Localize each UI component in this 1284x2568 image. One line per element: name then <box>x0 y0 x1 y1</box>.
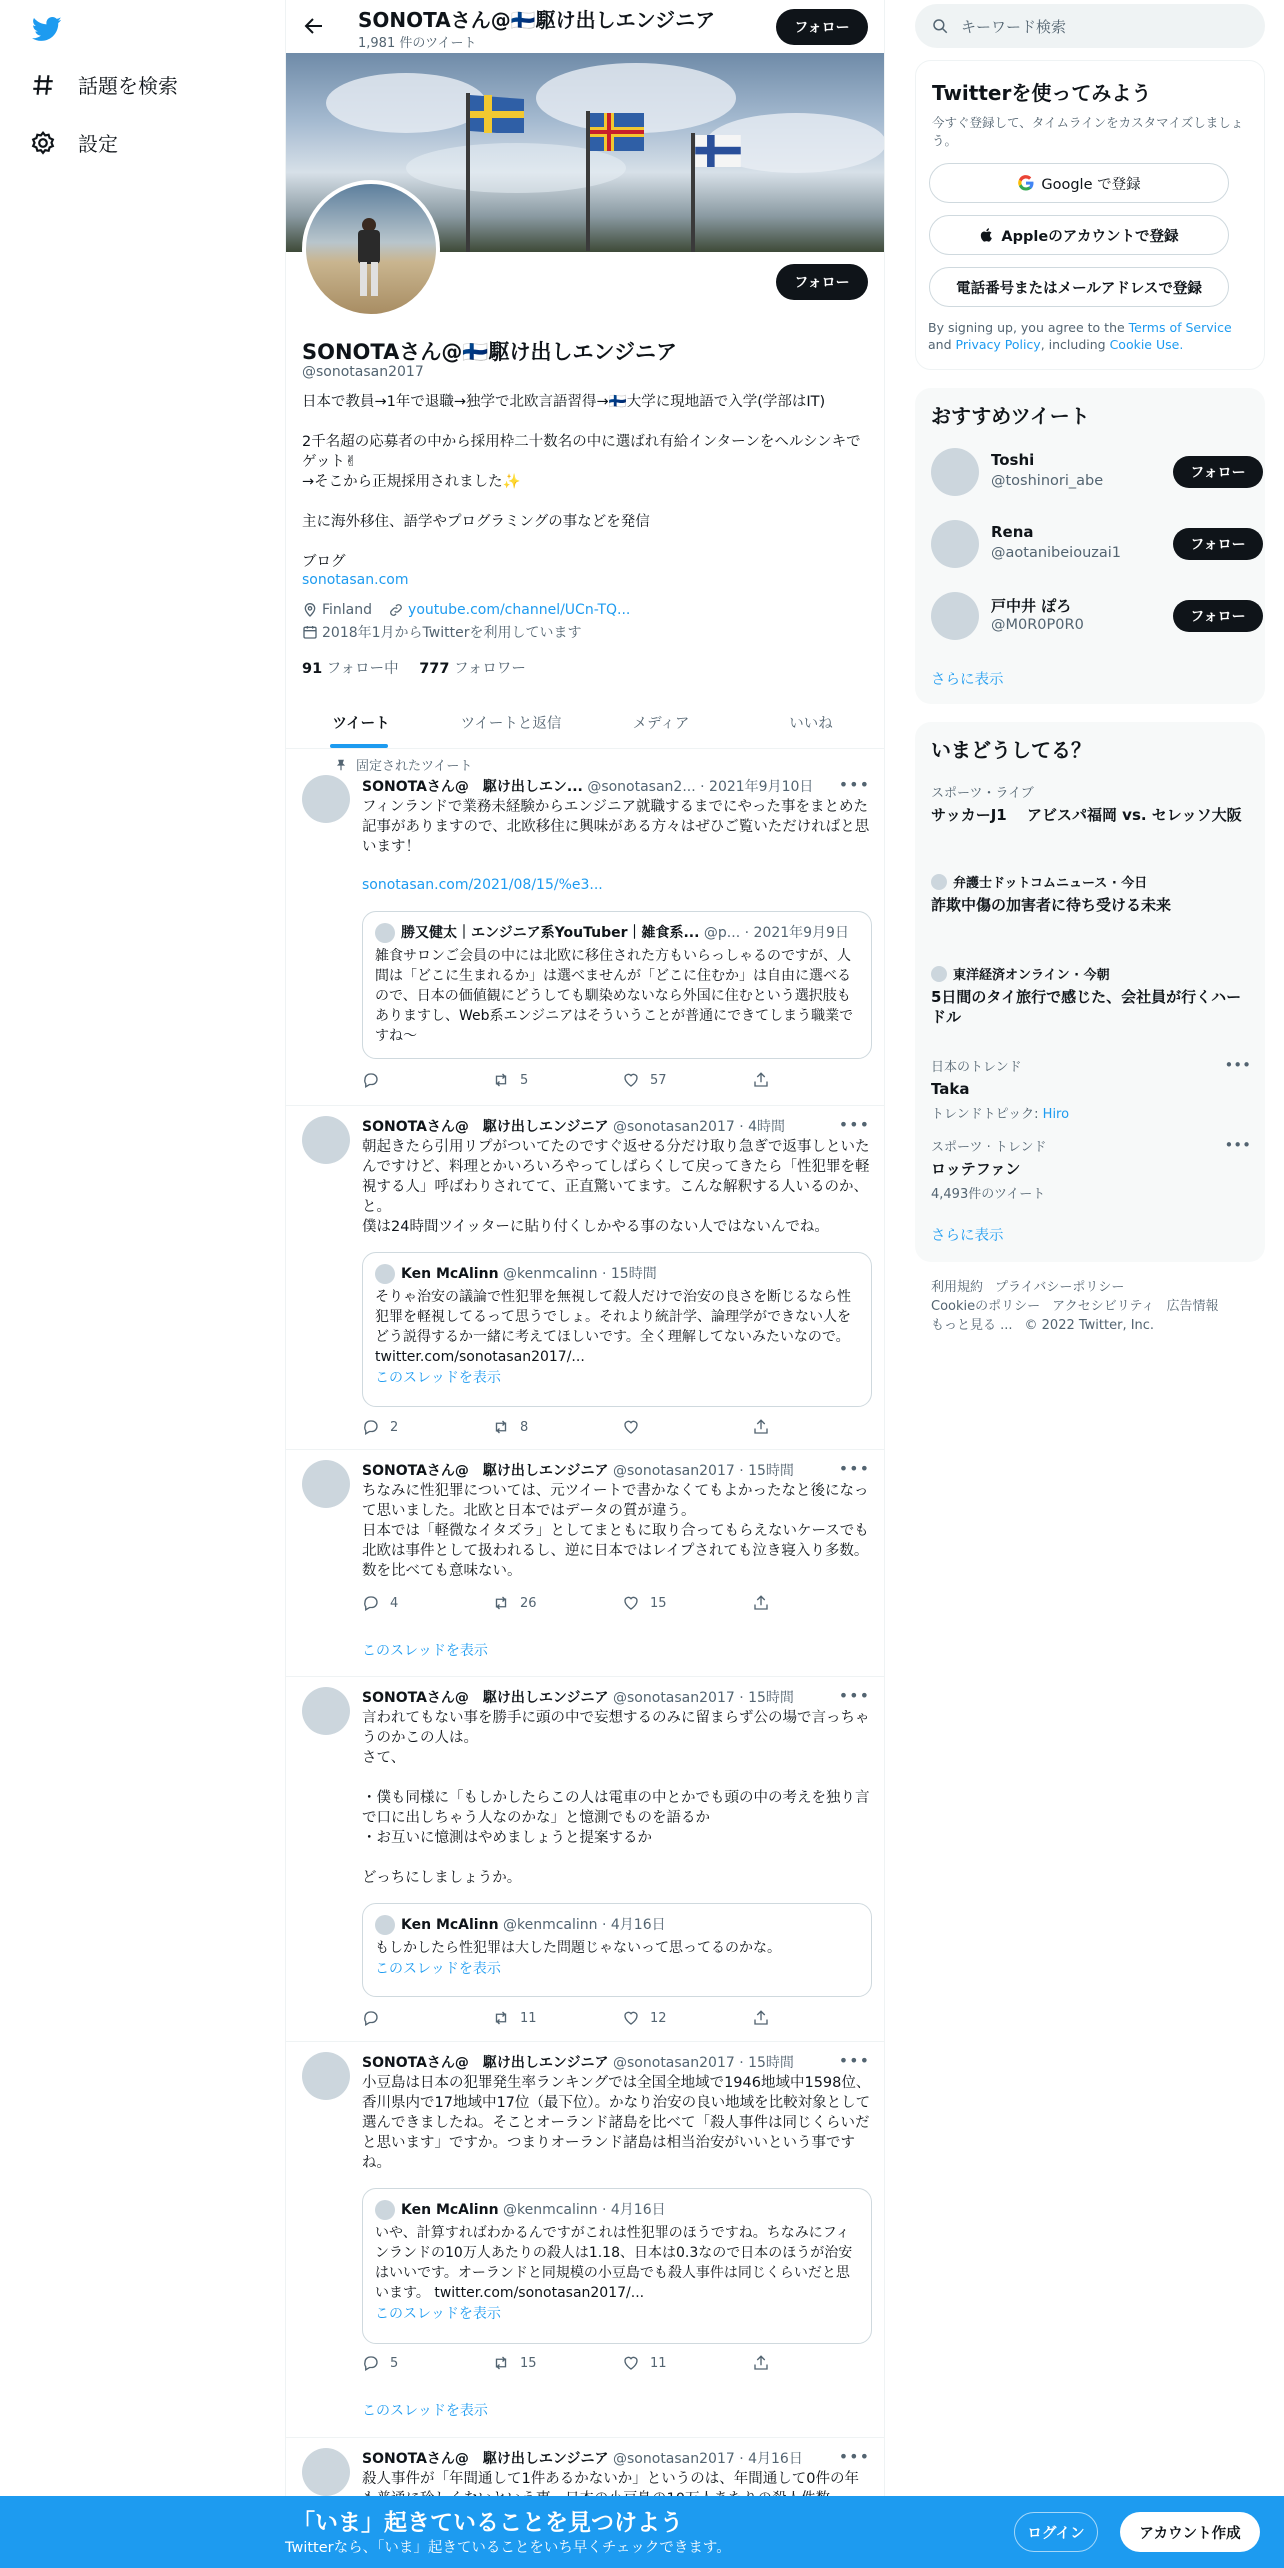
quote-time: · 2021年9月9日 <box>744 925 849 941</box>
recommended-user[interactable] <box>931 442 1251 502</box>
show-thread-link[interactable]: このスレッドを表示 <box>375 1961 501 1977</box>
tweet-avatar[interactable] <box>302 1460 350 1508</box>
recommended-user-name: Toshi <box>991 451 1035 469</box>
signup-terms: By signing up, you agree to the Terms of Service and Privacy Policy, including Cookie Use. <box>928 320 1232 352</box>
tweet-3[interactable] <box>286 1450 885 1677</box>
tweet-handle[interactable]: @sonotasan2017 <box>613 2451 735 2467</box>
heart-icon[interactable] <box>622 1418 640 1436</box>
share-icon[interactable] <box>752 2009 770 2027</box>
nav-explore-label: 話題を検索 <box>78 74 178 98</box>
pinned-indicator: 固定されたツイート <box>334 755 472 774</box>
google-logo-icon <box>1017 174 1035 192</box>
show-more-link[interactable]: さらに表示 <box>931 1228 1004 1244</box>
tweet-author[interactable]: SONOTAさん@ 駆け出しエン... <box>362 779 583 795</box>
profile-avatar[interactable] <box>302 180 440 318</box>
more-options-icon[interactable]: ••• <box>1224 1056 1251 1074</box>
retweet-icon[interactable] <box>492 1594 510 1612</box>
tweet-time[interactable]: · 4月16日 <box>739 2451 803 2467</box>
recommended-user-handle: @M0R0P0R0 <box>991 617 1084 633</box>
show-thread-link[interactable]: このスレッドを表示 <box>362 1643 488 1659</box>
recommended-user[interactable] <box>931 586 1251 646</box>
profile-joined: 2018年1月からTwitterを利用しています <box>322 625 582 641</box>
footer-link[interactable]: アクセシビリティ <box>1052 1299 1155 1314</box>
tweet-handle[interactable]: @sonotasan2017 <box>613 1463 735 1479</box>
recommended-title: おすすめツイート <box>931 404 1090 428</box>
header-title: SONOTAさん@🇫🇮駆け出しエンジニア <box>358 8 716 32</box>
quote-avatar <box>375 1264 395 1284</box>
trend-title: Taka <box>931 1080 970 1098</box>
tweet-handle[interactable]: @sonotasan2017 <box>613 1690 735 1706</box>
show-more-link[interactable]: さらに表示 <box>931 672 1004 688</box>
cookie-link[interactable]: Cookie Use. <box>1109 337 1184 352</box>
trend-item[interactable] <box>931 1136 1251 1202</box>
left-navigation <box>0 0 285 200</box>
show-thread-link[interactable]: このスレッドを表示 <box>375 2306 501 2322</box>
avatar <box>931 966 947 982</box>
back-arrow-icon[interactable] <box>302 14 326 38</box>
footer-link[interactable]: 広告情報 <box>1166 1299 1219 1314</box>
share-icon[interactable] <box>752 2354 770 2372</box>
quote-avatar <box>375 2200 395 2220</box>
quote-handle: @kenmcalinn <box>503 1266 598 1282</box>
trend-topic-link[interactable]: Hiro <box>1042 1107 1070 1122</box>
bottom-bar-subtitle: Twitterなら、「いま」起きていることをいち早くチェックできます。 <box>285 2540 731 2556</box>
profile-tabs <box>286 696 885 749</box>
bottom-signup-bar <box>0 2496 1284 2568</box>
twitter-logo-icon[interactable] <box>30 14 64 44</box>
heart-icon[interactable] <box>622 1594 640 1612</box>
quote-tweet[interactable] <box>362 1903 872 1997</box>
signup-card <box>915 60 1265 370</box>
quote-text: そりゃ治安の議論で性犯罪を無視して殺人だけで治安の良さを断じるなら性犯罪を軽視してるって思うでしょ。それより統計学、論理学ができない人をどう説得するか一緒に考えてほしいです。全く理解してないみたいなので。 twitter.com/sonotasan2017/... <box>375 1289 855 1365</box>
tweet-avatar[interactable] <box>302 2448 350 2496</box>
hashtag-icon <box>30 72 56 98</box>
more-options-icon[interactable]: ••• <box>838 1686 870 1705</box>
trend-category: 東洋経済オンライン · 今朝 <box>953 968 1110 983</box>
quote-text: いや、計算すればわかるんですがこれは性犯罪のほうですね。ちなみにフィンランドの10万人あたりの殺人は1.18、日本は0.3なので日本のほうが治安はいいです。オーランドと同規模の小豆島でも殺人事件は同じくらいだと思います。 twitter.com/sonotasan2017/... <box>375 2225 853 2301</box>
more-options-icon[interactable]: ••• <box>838 2447 870 2466</box>
reply-icon[interactable] <box>362 1594 380 1612</box>
avatar[interactable] <box>931 520 979 568</box>
right-sidebar <box>915 0 1265 1360</box>
quote-time: · 15時間 <box>602 1266 657 1282</box>
nav-settings-label: 設定 <box>78 132 118 156</box>
tweet-time[interactable]: · 15時間 <box>739 1463 794 1479</box>
tweet-text: 殺人事件が「年間通して1件あるかないか」というのは、年間通して0件の年 <box>362 2471 859 2487</box>
tab-media[interactable]: メディア <box>632 715 690 732</box>
header-follow-button[interactable]: フォロー <box>776 9 868 45</box>
profile-joined-row <box>302 622 581 642</box>
share-icon[interactable] <box>752 1418 770 1436</box>
trend-count: 4,493件のツイート <box>931 1187 1046 1202</box>
show-thread-link[interactable]: このスレッドを表示 <box>362 2403 488 2419</box>
tweet-2[interactable] <box>286 1106 885 1450</box>
footer-links <box>931 1278 1251 1335</box>
finland-flag-icon <box>695 135 741 167</box>
tweet-actions: 4 26 15 <box>362 1594 802 1614</box>
tweet-5[interactable] <box>286 2042 885 2438</box>
reply-icon[interactable] <box>362 2354 380 2372</box>
quote-handle: @kenmcalinn <box>503 1917 598 1933</box>
trend-title: 詐欺中傷の加害者に待ち受ける未来 <box>931 896 1172 914</box>
trends-card <box>915 722 1265 1262</box>
login-button[interactable]: ログイン <box>1014 2512 1098 2552</box>
heart-icon[interactable] <box>622 2354 640 2372</box>
more-options-icon[interactable]: ••• <box>838 775 870 794</box>
google-signup-button[interactable]: Google で登録 <box>929 163 1229 203</box>
tweet-handle[interactable]: @sonotasan2017 <box>613 1119 735 1135</box>
quote-handle: @p... <box>703 925 741 941</box>
nav-settings[interactable] <box>30 128 118 157</box>
tweet-actions: 2 8 <box>362 1418 802 1438</box>
profile-blog-link[interactable]: sonotasan.com <box>302 572 409 588</box>
trend-title: ロッテファン <box>931 1160 1021 1178</box>
more-options-icon[interactable]: ••• <box>838 2051 870 2070</box>
recommended-user-name: Rena <box>991 523 1034 541</box>
quote-text: 雑食サロンご会員の中には北欧に移住された方もいらっしゃるのですが、人間は「どこに生まれるか」は選べませんが「どこに住むか」は自由に選べるので、日本の価値観にどうしても馴染めないなら外国に住むという選択肢もありますし、Web系エンジニアはそういうことが普通にできてしまう職業ですね〜 <box>375 948 854 1044</box>
quote-author: Ken McAlinn <box>401 2202 499 2218</box>
phone-email-signup-button[interactable]: 電話番号またはメールアドレスで登録 <box>929 267 1229 307</box>
retweet-icon[interactable] <box>492 2354 510 2372</box>
tweet-text: フィンランドで業務未経験からエンジニア就職するまでにやった事をまとめた記事がありますので、北欧移住に興味がある方々はぜひご覧いただければと思います！ <box>362 799 870 855</box>
search-input[interactable]: キーワード検索 <box>961 17 1067 36</box>
reply-icon[interactable] <box>362 1418 380 1436</box>
retweet-icon[interactable] <box>492 2009 510 2027</box>
profile-bio: 日本で教員→1年で退職→独学で北欧言語習得→🇫🇮大学に現地語で入学(学部はIT) 2千名超の応募者の中から採用枠二十数名の中に選ばれ有給インターンをヘルシンキでゲット✌ →そこから正規採用されました✨ 主に海外移住、語学やプログラミングの事などを発信 ブログ <box>302 394 861 570</box>
trend-title: サッカーJ1 アビスパ福岡 vs. セレッソ大阪 <box>931 806 1242 824</box>
retweet-icon[interactable] <box>492 1071 510 1089</box>
tweet-author[interactable]: SONOTAさん@ 駆け出しエンジニア <box>362 1119 609 1135</box>
recommended-user-handle: @aotanibeiouzai1 <box>991 545 1122 561</box>
tweet-time[interactable]: · 15時間 <box>739 2055 794 2071</box>
tweet-avatar[interactable] <box>302 2052 350 2100</box>
tweet-author[interactable]: SONOTAさん@ 駆け出しエンジニア <box>362 2055 609 2071</box>
heart-icon[interactable] <box>622 2009 640 2027</box>
search-bar[interactable] <box>915 4 1265 48</box>
follow-button[interactable]: フォロー <box>1173 456 1263 488</box>
trend-item[interactable]: 日本のトレンド Taka トレンドトピック: Hiro ••• <box>931 1056 1251 1122</box>
privacy-link[interactable]: Privacy Policy <box>955 337 1041 352</box>
trend-category: スポーツ・ライブ <box>931 786 1034 801</box>
reply-icon[interactable] <box>362 2009 380 2027</box>
quote-author: 勝又健太｜エンジニア系YouTuber｜雑食系... <box>401 925 700 941</box>
follow-button[interactable]: フォロー <box>1173 600 1263 632</box>
retweet-icon[interactable] <box>492 1418 510 1436</box>
quote-author: Ken McAlinn <box>401 1266 499 1282</box>
terms-link[interactable]: Terms of Service <box>1128 320 1232 335</box>
nav-explore[interactable] <box>30 70 178 99</box>
location-icon <box>302 602 318 618</box>
quote-time: · 4月16日 <box>602 2202 666 2218</box>
quote-tweet[interactable] <box>362 911 872 1059</box>
tweet-author[interactable]: SONOTAさん@ 駆け出しエンジニア <box>362 1463 609 1479</box>
more-options-icon[interactable]: ••• <box>1224 1136 1251 1154</box>
tweet-author[interactable]: SONOTAさん@ 駆け出しエンジニア <box>362 2451 609 2467</box>
trend-item[interactable] <box>931 872 1251 915</box>
tweet-avatar[interactable] <box>302 1116 350 1164</box>
footer-link[interactable]: プライバシーポリシー <box>995 1280 1125 1295</box>
share-icon[interactable] <box>752 1071 770 1089</box>
pin-icon <box>334 758 348 772</box>
tweet-handle[interactable]: @sonotasan2... <box>587 779 696 795</box>
profile-location: Finland <box>322 602 373 618</box>
signup-button[interactable]: アカウント作成 <box>1120 2512 1260 2552</box>
signup-subtitle: 今すぐ登録して、タイムラインをカスタマイズしましょう。 <box>932 115 1244 148</box>
tweet-link[interactable]: sonotasan.com/2021/08/15/%e3... <box>362 877 603 893</box>
tab-likes[interactable]: いいね <box>789 715 833 732</box>
reply-icon[interactable] <box>362 1071 380 1089</box>
quote-avatar <box>375 923 395 943</box>
followers-link[interactable]: 777 フォロワー <box>419 661 526 677</box>
following-link[interactable]: 91 フォロー中 <box>302 661 399 677</box>
tweet-actions: 5 15 11 <box>362 2354 802 2374</box>
tweet-4[interactable] <box>286 1677 885 2042</box>
recommended-user-name: 戸中井 ぽろ <box>991 597 1072 615</box>
recommended-user[interactable] <box>931 514 1251 574</box>
quote-handle: @kenmcalinn <box>503 2202 598 2218</box>
share-icon[interactable] <box>752 1594 770 1612</box>
more-options-icon[interactable]: ••• <box>838 1459 870 1478</box>
follow-button[interactable]: フォロー <box>1173 528 1263 560</box>
tweet-text: ちなみに性犯罪については、元ツイートで書かなくてもよかったなと後になって思いました。北欧と日本ではデータの質が違う。 日本では「軽微なイタズラ」としてまともに取り合ってもらえないケースでも北欧は事件として扱われるし、逆に日本ではレイプされても泣き寝入り多数。数を比べても意味ない。 <box>362 1483 869 1579</box>
tab-tweets-replies[interactable]: ツイートと返信 <box>460 715 562 732</box>
gear-icon <box>30 130 56 156</box>
quote-text: もしかしたら性犯罪は大した問題じゃないって思ってるのかな。 <box>375 1940 781 1956</box>
link-icon <box>388 602 404 618</box>
trend-item[interactable] <box>931 782 1251 825</box>
tweet-time[interactable]: · 4時間 <box>739 1119 786 1135</box>
footer-link[interactable]: もっと見る ... <box>931 1318 1013 1333</box>
search-icon <box>931 17 949 35</box>
trend-item[interactable] <box>931 964 1251 1027</box>
calendar-icon <box>302 624 318 640</box>
apple-logo-icon <box>979 227 995 243</box>
tweet-text: 小豆島は日本の犯罪発生率ランキングでは全国全地域で1946地域中1598位、香川県内で17地域中17位（最下位）。かなり治安の良い地域を比較対象として選んできましたね。そことオーランド諸島を比べて「殺人事件は同じくらいだと思います」ですか。つまりオーランド諸島は相当治安がいいという事ですね。 <box>362 2075 871 2171</box>
profile-name: SONOTAさん@🇫🇮駆け出しエンジニア <box>302 340 677 364</box>
avatar[interactable] <box>931 592 979 640</box>
signup-title: Twitterを使ってみよう <box>932 81 1152 105</box>
profile-follow-counts <box>302 657 526 678</box>
profile-meta-row <box>302 602 630 618</box>
trends-title: いまどうしてる？ <box>931 738 1091 762</box>
recommended-card <box>915 388 1265 704</box>
copyright: © 2022 Twitter, Inc. <box>1024 1318 1155 1333</box>
quote-avatar <box>375 1915 395 1935</box>
profile-handle: @sonotasan2017 <box>302 364 424 380</box>
trend-category: 日本のトレンド <box>931 1060 1022 1075</box>
recommended-user-handle: @toshinori_abe <box>991 473 1104 489</box>
tweet-time[interactable]: · 2021年9月10日 <box>700 779 814 795</box>
tab-tweets[interactable]: ツイート <box>286 696 436 748</box>
bottom-bar-title: 「いま」起きていることを見つけよう <box>292 2510 683 2536</box>
footer-link[interactable]: 利用規約 <box>931 1280 984 1295</box>
tweet-author[interactable]: SONOTAさん@ 駆け出しエンジニア <box>362 1690 609 1706</box>
tweet-actions: 11 12 <box>362 2009 802 2029</box>
quote-time: · 4月16日 <box>602 1917 666 1933</box>
heart-icon[interactable] <box>622 1071 640 1089</box>
quote-tweet[interactable] <box>362 1252 872 1407</box>
tweet-handle[interactable]: @sonotasan2017 <box>613 2055 735 2071</box>
profile-youtube-link[interactable]: youtube.com/channel/UCn-TQ... <box>408 602 631 618</box>
tweet-avatar[interactable] <box>302 775 350 823</box>
trend-category: 弁護士ドットコムニュース · 今日 <box>953 876 1148 891</box>
more-options-icon[interactable]: ••• <box>838 1115 870 1134</box>
quote-tweet[interactable] <box>362 2188 872 2344</box>
avatar <box>931 874 947 890</box>
tweet-text: 言われてもない事を勝手に頭の中で妄想するのみに留まらず公の場で言っちゃうのかこの人は。 さて、 ・僕も同様に「もしかしたらこの人は電車の中とかでも頭の中の考えを独り言で口に出しちゃう人なのかな」と憶測でものを語るか ・お互いに憶測はやめましょうと提案するか どっちにしましょうか。 <box>362 1710 870 1886</box>
sweden-flag-icon <box>470 95 524 133</box>
trend-category: スポーツ · トレンド <box>931 1140 1047 1155</box>
profile-follow-button[interactable]: フォロー <box>776 264 868 300</box>
footer-link[interactable]: Cookieのポリシー <box>931 1299 1041 1314</box>
avatar[interactable] <box>931 448 979 496</box>
tweet-actions: 5 57 <box>362 1071 802 1091</box>
tweet-text: 朝起きたら引用リプがついてたのですぐ返せる分だけ取り急ぎで返事しといたんですけど、料理とかいろいろやってしばらくして戻ってきたら「性犯罪を軽視する人」呼ばわりされてて、正直驚いてます。こんな解釈する人いるのか、と。 僕は24時間ツイッターに貼り付くしかやる事のない人ではないんでね。 <box>362 1139 870 1235</box>
show-thread-link[interactable]: このスレッドを表示 <box>375 1370 501 1386</box>
tweet-1[interactable] <box>286 749 885 1106</box>
header-tweet-count: 1,981 件のツイート <box>358 36 477 51</box>
trend-title: 5日間のタイ旅行で感じた、会社員が行くハードル <box>931 988 1242 1026</box>
profile-header-bar <box>286 0 885 53</box>
aland-flag-icon <box>590 113 644 151</box>
quote-author: Ken McAlinn <box>401 1917 499 1933</box>
tweet-avatar[interactable] <box>302 1687 350 1735</box>
tweet-time[interactable]: · 15時間 <box>739 1690 794 1706</box>
profile-column <box>285 0 885 2568</box>
apple-signup-button[interactable]: Appleのアカウントで登録 <box>929 215 1229 255</box>
